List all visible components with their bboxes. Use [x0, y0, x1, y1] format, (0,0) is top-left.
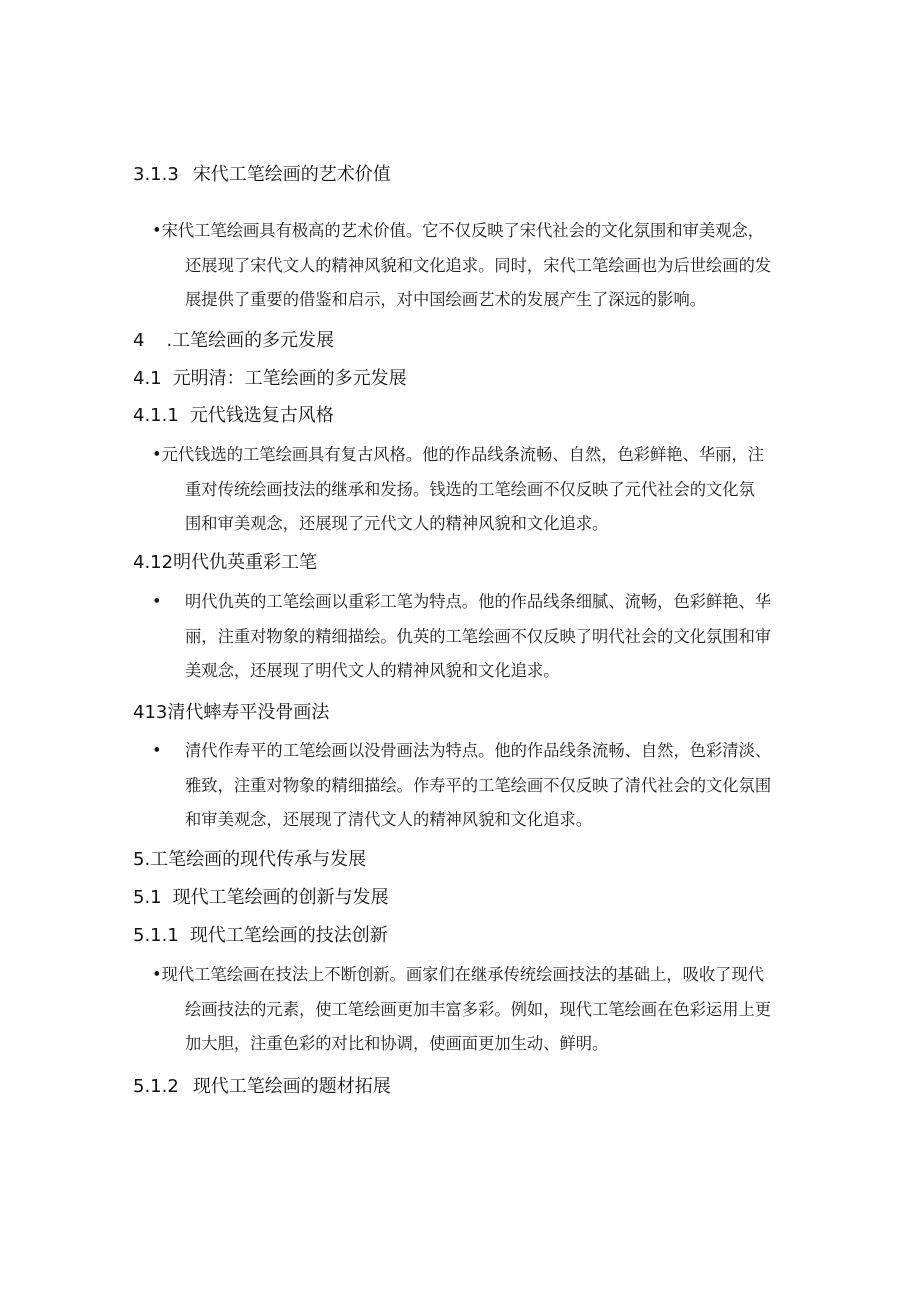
- paragraph-line: 明代仇英的工笔绘画以重彩工笔为特点。他的作品线条细腻、流畅，色彩鲜艳、华: [185, 592, 772, 611]
- paragraph-5-1-1: [152, 958, 771, 1062]
- paragraph-4-1-3: [152, 734, 771, 838]
- paragraph-3-1-3: [152, 214, 771, 318]
- heading-text: 5.工笔绘画的现代传承与发展: [133, 849, 367, 870]
- heading-text: 413清代蟀寿平没骨画法: [133, 702, 330, 723]
- bullet-mark: •: [152, 592, 162, 611]
- heading-title: 元代钱选复古风格: [189, 405, 334, 426]
- heading-4-1: [133, 367, 407, 391]
- heading-title: 现代工笔绘画的题材拓展: [192, 1076, 391, 1097]
- heading-5: [133, 848, 366, 872]
- heading-4-1-3: [133, 701, 329, 725]
- paragraph-line: 加大胆，注重色彩的对比和协调，使画面更加生动、鲜明。: [185, 1034, 609, 1053]
- paragraph-line: 清代作寿平的工笔绘画以没骨画法为特点。他的作品线条流畅、自然，色彩清淡、: [185, 741, 772, 760]
- heading-text: 4.12明代仇英重彩工笔: [133, 552, 318, 573]
- paragraph-line: 展提供了重要的借鉴和启示，对中国绘画艺术的发展产生了深远的影响。: [185, 290, 707, 309]
- bullet-mark: •: [152, 965, 162, 984]
- heading-number: 5.1.2: [133, 1076, 179, 1097]
- heading-number: 4: [133, 330, 145, 351]
- paragraph-line: 绘画技法的元素，使工笔绘画更加丰富多彩。例如，现代工笔绘画在色彩运用上更: [185, 999, 772, 1019]
- heading-3-1-3: [133, 163, 391, 187]
- heading-4: [133, 329, 334, 353]
- paragraph-line: 美观念，还展现了明代文人的精神风貌和文化追求。: [185, 661, 560, 680]
- paragraph-line: 宋代工笔绘画具有极高的艺术价值。它不仅反映了宋代社会的文化氛围和审美观念，: [161, 221, 765, 240]
- paragraph-4-1-2: [152, 585, 771, 689]
- heading-title: 现代工笔绘画的创新与发展: [172, 887, 389, 908]
- paragraph-line: 重对传统绘画技法的继承和发扬。钱选的工笔绘画不仅反映了元代社会的文化氛: [185, 479, 755, 499]
- heading-title: 宋代工笔绘画的艺术价值: [192, 164, 391, 185]
- bullet-mark: •: [152, 445, 162, 464]
- paragraph-line: 元代钱选的工笔绘画具有复古风格。他的作品线条流畅、自然，色彩鲜艳、华丽，注: [161, 445, 765, 464]
- heading-number: 4.1: [133, 368, 162, 389]
- heading-title: 元明清：工笔绘画的多元发展: [172, 368, 407, 389]
- heading-4-1-2: [133, 551, 317, 575]
- paragraph-line: 还展现了宋代文人的精神风貌和文化追求。同时，宋代工笔绘画也为后世绘画的发: [185, 255, 772, 275]
- bullet-mark: •: [152, 741, 162, 760]
- heading-number: 3.1.3: [133, 164, 179, 185]
- heading-4-1-1: [133, 404, 334, 428]
- bullet-mark: •: [152, 221, 162, 240]
- paragraph-line: 围和审美观念，还展现了元代文人的精神风貌和文化追求。: [185, 514, 609, 533]
- heading-5-1-1: [133, 924, 388, 948]
- paragraph-line: 丽，注重对物象的精细描绘。仇英的工笔绘画不仅反映了明代社会的文化氛围和审: [185, 626, 772, 646]
- paragraph-line: 和审美观念，还展现了清代文人的精神风貌和文化追求。: [185, 810, 593, 829]
- heading-title: .工笔绘画的多元发展: [166, 330, 335, 351]
- heading-5-1: [133, 886, 389, 910]
- heading-number: 5.1.1: [133, 925, 179, 946]
- heading-number: 5.1: [133, 887, 162, 908]
- heading-title: 现代工笔绘画的技法创新: [189, 925, 388, 946]
- paragraph-4-1-1: [152, 438, 764, 542]
- heading-5-1-2: [133, 1075, 391, 1099]
- paragraph-line: 雅致，注重对物象的精细描绘。作寿平的工笔绘画不仅反映了清代社会的文化氛围: [185, 775, 772, 795]
- paragraph-line: 现代工笔绘画在技法上不断创新。画家们在继承传统绘画技法的基础上，吸收了现代: [161, 965, 765, 984]
- heading-number: 4.1.1: [133, 405, 179, 426]
